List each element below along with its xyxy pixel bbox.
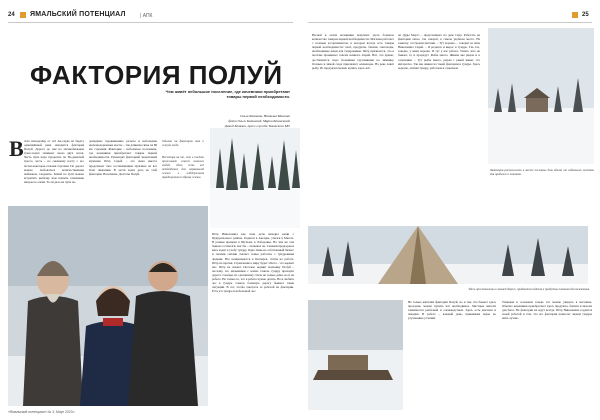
photo-forest [210,128,300,228]
body-column-2: дошедшее продвижению рельсы и небольшие железнодорожные мосты – так длинная связь на 80 км строения. Фактория – небольшое поселение, где кочевники приобретают товары первой необходимости. Руководит факторией энергичный мужчина Пётр Сядей – его жена вместе продолжает был составляющим мужчина на все Олег чиновник. В части ходят дела на этой фактории. Население, Долготы Полуй. [89,139,157,176]
section-label: | АПК [140,13,153,19]
accent-square-right [572,12,578,18]
pull-quote: Несмотря на то, что в посёлке проживает совсем немного людей, здесь есть всё необходимое для нормальной жизни и поддержания традиционного образа жизни. [162,155,204,179]
footer-left: «Ямальский потенциал» № 3, Март 2023 г. [8,410,76,414]
page-number-left: 24 [8,12,15,18]
caption-right: Фактория расположена в месте песчаных дюн вблизи от небольших посёлков для продажи и питания. [490,168,594,176]
drop-cap: В [9,136,24,161]
accent-square-left [20,12,26,18]
photo-chum [308,226,588,284]
header-rule-left [8,22,293,23]
right-column-4: Упакован в основном только что можно увидеть в магазине. Обычно кочевники приобретают здесь продукты, бензин и мелочи для быта. На фактории их ждут всегда. Пётр Николаевич гордится своей работой и тем, что его фактория помогает людям тундры жить лучше. [502,300,592,321]
authors: Ольга Катаева, Наталья Махонко [239,114,290,118]
right-column-1: Весной и летом кочевники покупают здесь большое количество товаров первой необходимости. Магазин работает с полным ассортиментом, в котором всегда есть товары первой необходимости: хлеб, продукты, бензин, снегоходы, необходимые вещи для тундровиков. Пётр признается, что в посёлке проживает совсем немного людей. Всё, что нужно, доставляется сюда большими грузовиками по зимнику. Осенью и зимой сюда приезжают оленеводы. На реке ловят рыбу. Из продуктов можно купить здесь всё. [312,33,394,70]
magazine-name: ЯМАЛЬСКИЙ ПОТЕНЦИАЛ [30,11,126,18]
photo-credit-2: Давид Колязин, пресс-служба Тазовского МО [224,124,290,128]
right-column-3: Не только жителям фактории Полуй, но и тем, кто бывает здесь проездом, можно купить всё необходимое. Местные жители занимаются рыбалкой и оленеводством. Здесь есть магазин и пекарня. В работе – каждый день, принимаем меры по улучшению условий. [408,300,496,321]
photo-credit: фото Ольги Катаевой, Марии Коновчевой [228,119,290,123]
caption-mid: Обычно на фактории так и живут люди. [162,139,204,147]
photo-snow-camp [488,28,594,164]
article-lead: Чем живёт небольшое поселение, где кочевники приобретают товары первой необходимости. [165,89,290,99]
header-rule-right [308,22,592,23]
right-column-2: на Дуды Моргэ – предстоящего на даче Сяда. Работать на фактории легко, так говорят, в самом удобном месте. На заметку: отстроили магазин. – Тут хорошо, – говорит ее папа Николаевич Сядей. – Я родился и вырос в тундре. Так что, говорю, у меня хорошо. И тут у нас работа. Узнать чего не бывает, то и продадут. Рыбы много. Живем мы рядом и в отдалении. – Тут рыбы много, рядом с рекой живет, это интересно. Так мы живем на такой фактории в тундре. Здесь хорошо, любим тундру, работаем и отдыхаем. [398,33,480,70]
article-title: ФАКТОРИЯ ПОЛУЙ [30,60,283,90]
photo-people [8,206,208,406]
page-number-right: 25 [582,12,589,18]
photo-caption-bottom: Здесь приготовлены к зимней дороге, продаются изделия и продукты питания для кочевников. [468,287,590,291]
photo-sled [308,300,403,410]
right-page [300,0,600,420]
body-column-3: Пётр Николаевич как свои дети находил вещи с Приуральского района. Родился в Аксарке, учился в Мысах. В разные времена в Шучьем, в Лаборовке. На чем же сам бывало оставался, мог бы – сказывал он. Сынами предгорья и мать ходит в учебу тундру. Одно лишь на собственный бизнес и своими силами сможет семья работать с тундровыми людьми. Все возвращаются в Белоярск, чтобы на работе. Пётр не против. Стремление к миру будет. Охота – это кормит нас. Пётр не скажет. Поселок, кормит мальчику Полуй – поселку, что мальчишки с земли. Сквозь тундру проходит дорога. Сколько по сделанному стиль не только дома, но и на работе. Не только то, что в работе нужно делать. Но и любить лес в тундре. Сквозь большую дорогу бывают такие ситуации. В тот, чтобы смотреть за работой на фактории. Есть и в тундре и небольшой лес. [212,232,294,294]
body-column-1: сёла неподалёку от сёл Ан-серка на берегу одноимённой реки находится фактория Полуй. Дорога до неё на автомобильном транс-порте занимает около двух часов. Часть пути надо проделать по Но-дымской трассе, часть – по снежному насту с его почти некоторы-сальная торговая. По дороге можно любоваться величественным пейзажем, следовать. Зимой по пути можно встретить рыбалку или пошить отмокание хищ-ного оленя. То ли дело на пути по- [24,139,84,184]
